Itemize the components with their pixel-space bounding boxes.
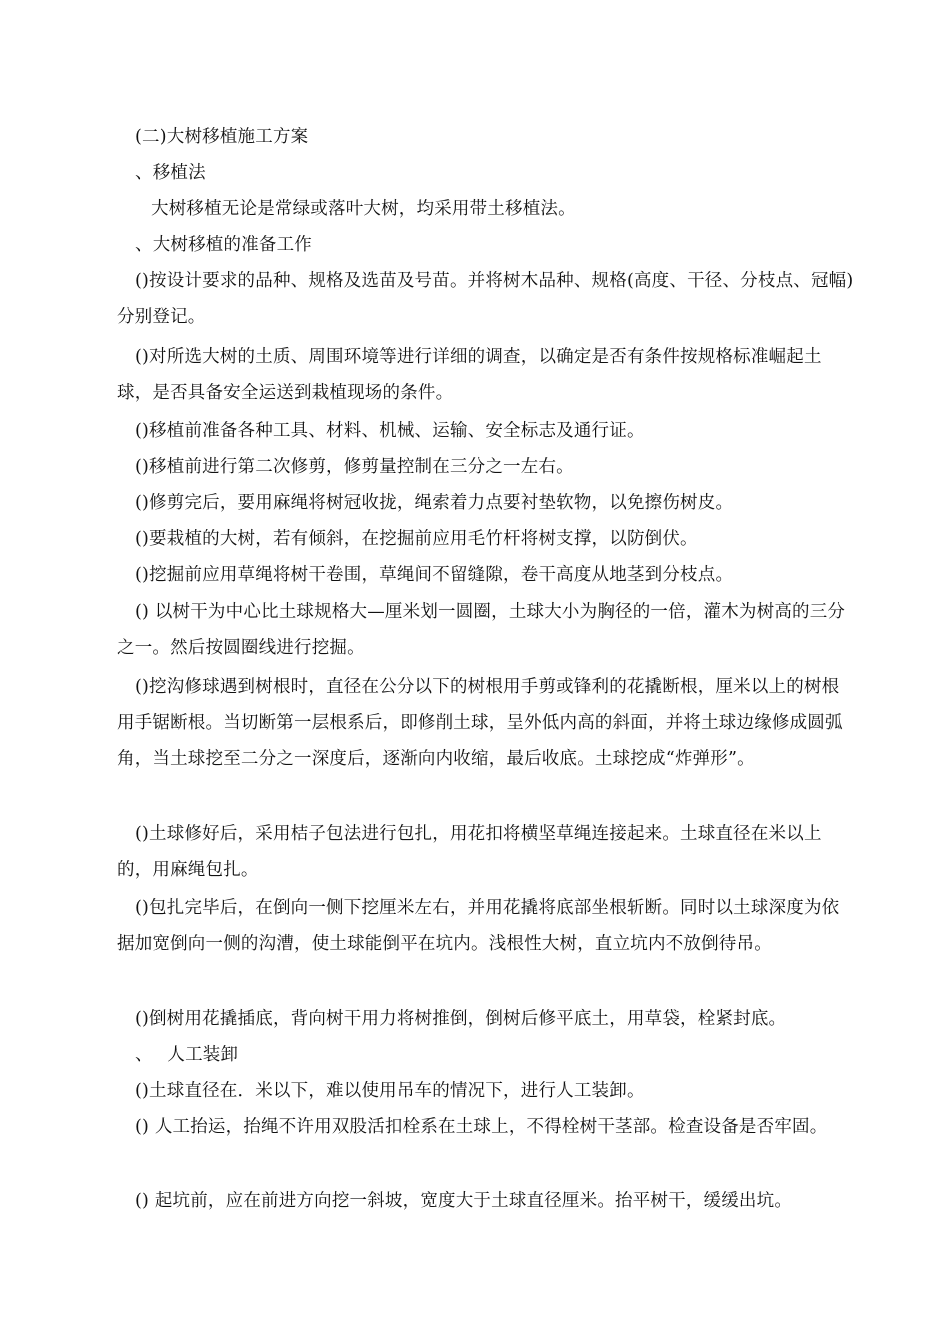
list-item: ()土球直径在．米以下，难以使用吊车的情况下，进行人工装卸。 bbox=[135, 1081, 645, 1101]
list-item: () 起坑前，应在前进方向挖一斜坡，宽度大于土球直径厘米。抬平树干，缓缓出坑。 bbox=[135, 1191, 793, 1211]
list-item: ()倒树用花撬插底，背向树干用力将树推倒，倒树后修平底土，用草袋，栓紧封底。 bbox=[135, 1009, 787, 1029]
list-item: ()修剪完后，要用麻绳将树冠收拢，绳索着力点要衬垫软物，以免擦伤树皮。 bbox=[135, 493, 734, 513]
list-item: () 以树干为中心比土球规格大—厘米划一圆圈，土球大小为胸径的一倍，灌木为树高的三分之一。然后按圆圈线进行挖掘。 bbox=[117, 602, 846, 658]
list-item: ()挖沟修球遇到树根时，直径在公分以下的树根用手剪或锋利的花撬断根，厘米以上的树根用手锯断根。当切断第一层根系后，即修削土球，呈外低内高的斜面，并将土球边缘修成圆弧角，当土球挖至二分之一深度后，逐渐向内收缩，最后收底。土球挖成“炸弹形”。 bbox=[117, 677, 843, 769]
list-item: ()对所选大树的土质、周围环境等进行详细的调查，以确定是否有条件按规格标准崛起土球，是否具备安全运送到栽植现场的条件。 bbox=[117, 347, 822, 403]
list-item: ()土球修好后，采用桔子包法进行包扎，用花扣将横坚草绳连接起来。土球直径在米以上的，用麻绳包扎。 bbox=[117, 824, 822, 880]
list-item: () 人工抬运，抬绳不许用双股活扣栓系在土球上，不得栓树干茎部。检查设备是否牢固。 bbox=[135, 1117, 828, 1137]
list-item: ()挖掘前应用草绳将树干卷围，草绳间不留缝隙，卷干高度从地茎到分枝点。 bbox=[135, 565, 734, 585]
subsection-heading: 、 人工装卸 bbox=[135, 1045, 239, 1065]
list-item: ()包扎完毕后，在倒向一侧下挖厘米左右，并用花撬将底部坐根斩断。同时以土球深度为依据加宽倒向一侧的沟漕，使土球能倒平在坑内。浅根性大树，直立坑内不放倒待吊。 bbox=[117, 898, 840, 954]
list-item: ()移植前准备各种工具、材料、机械、运输、安全标志及通行证。 bbox=[135, 421, 645, 441]
list-item: ()要栽植的大树，若有倾斜，在挖掘前应用毛竹杆将树支撑，以防倒伏。 bbox=[135, 529, 698, 549]
subsection-heading: 、大树移植的准备工作 bbox=[135, 235, 312, 255]
subsection-heading: 、移植法 bbox=[135, 163, 206, 183]
section-heading: (二)大树移植施工方案 bbox=[135, 127, 309, 147]
list-item: ()按设计要求的品种、规格及选苗及号苗。并将树木品种、规格(高度、干径、分枝点、冠幅)分别登记。 bbox=[117, 271, 854, 327]
paragraph: 大树移植无论是常绿或落叶大树，均采用带土移植法。 bbox=[151, 199, 576, 219]
list-item: ()移植前进行第二次修剪，修剪量控制在三分之一左右。 bbox=[135, 457, 574, 477]
